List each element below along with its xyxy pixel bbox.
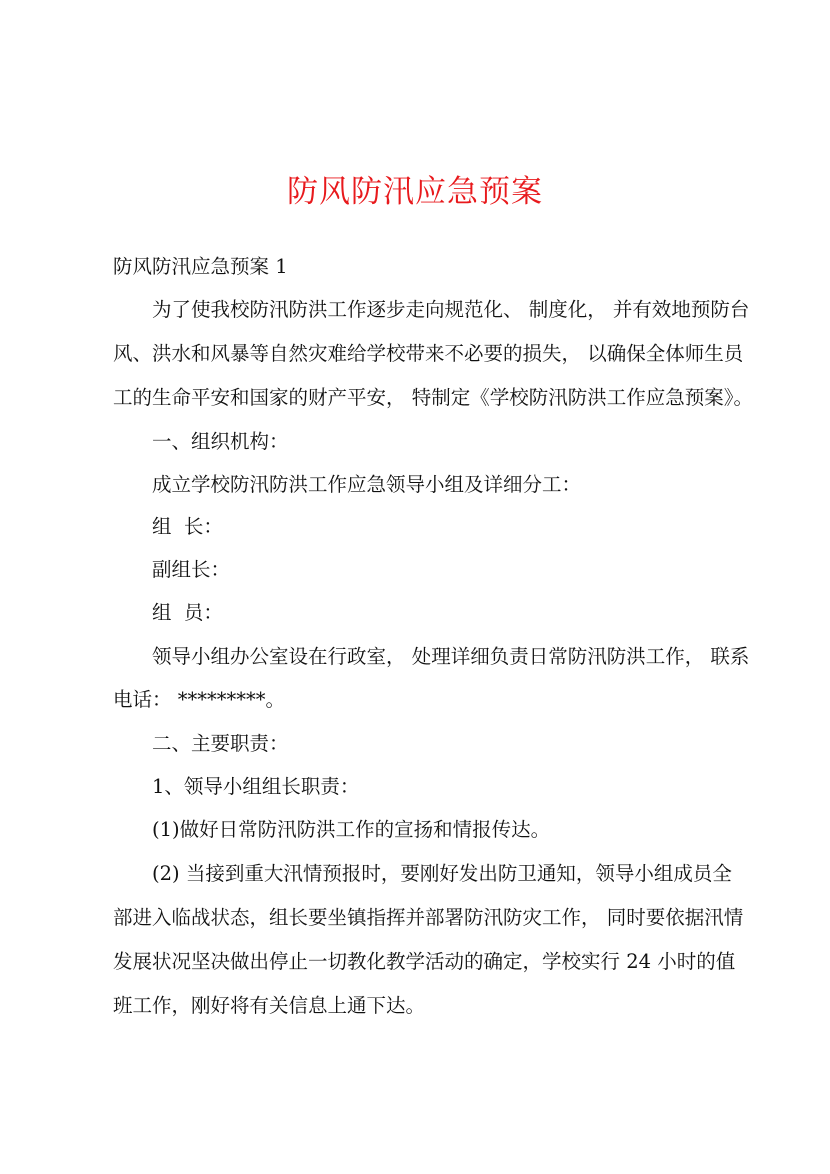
section-heading: 二、主要职责： bbox=[152, 732, 289, 755]
paragraph-line: 风、洪水和风暴等自然灾难给学校带来不必要的损失， 以确保全体师生员 bbox=[113, 342, 744, 365]
subsection-heading: 1、领导小组组长职责： bbox=[152, 775, 360, 798]
leader-label: 组 长： bbox=[152, 515, 223, 538]
paragraph-line: 领导小组办公室设在行政室， 处理详细负责日常防汛防洪工作， 联系 bbox=[152, 645, 750, 668]
document-title: 防风防汛应急预案 bbox=[287, 174, 543, 210]
paragraph-line: 成立学校防汛防洪工作应急领导小组及详细分工： bbox=[152, 473, 582, 496]
paragraph-line: 为了使我校防汛防洪工作逐步走向规范化、 制度化， 并有效地预防台 bbox=[152, 298, 750, 321]
vice-leader-label: 副组长： bbox=[152, 558, 231, 581]
list-item-line: (2) 当接到重大汛情预报时，要刚好发出防卫通知，领导小组成员全 bbox=[152, 862, 732, 885]
paragraph-line: 工的生命平安和国家的财产平安， 特制定《学校防汛防洪工作应急预案》。 bbox=[113, 386, 753, 409]
list-item-line: 部进入临战状态，组长要坐镇指挥并部署防汛防灾工作， 同时要依据汛情 bbox=[113, 906, 744, 929]
list-item: (1)做好日常防汛防洪工作的宣扬和情报传达。 bbox=[152, 818, 551, 841]
paragraph-line: 电话： *********。 bbox=[113, 688, 285, 711]
list-item-line: 发展状况坚决做出停止一切教化教学活动的确定，学校实行 24 小时的值 bbox=[113, 950, 736, 973]
members-label: 组 员： bbox=[152, 601, 223, 624]
section-heading: 一、组织机构： bbox=[152, 430, 289, 453]
section-subtitle: 防风防汛应急预案 1 bbox=[113, 255, 288, 278]
list-item-line: 班工作，刚好将有关信息上通下达。 bbox=[113, 994, 426, 1017]
